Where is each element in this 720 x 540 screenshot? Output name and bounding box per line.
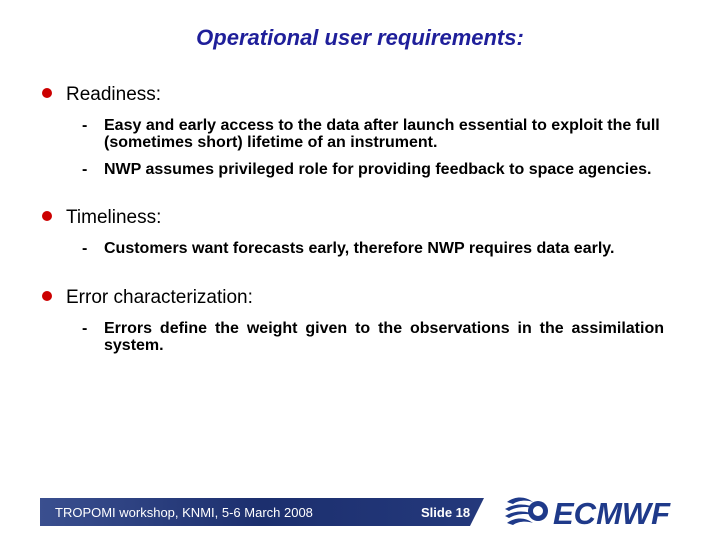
dash-icon: -: [82, 240, 88, 257]
sub-item: [82, 117, 664, 151]
bullet-dot-icon: [42, 88, 52, 98]
dash-icon: -: [82, 117, 88, 134]
bullet-readiness: [42, 84, 161, 106]
dash-icon: -: [82, 161, 88, 178]
ecmwf-logo-icon: [505, 494, 675, 528]
bullet-dot-icon: [42, 291, 52, 301]
sub-item-text: Customers want forecasts early, therefore NWP requires data early.: [104, 240, 615, 257]
sub-item-text: Errors define the weight given to the observations in the assimilation system.: [104, 320, 664, 354]
footer-workshop: TROPOMI workshop, KNMI, 5-6 March 2008: [55, 505, 313, 520]
bullet-heading: Error characterization:: [66, 287, 253, 308]
slide-title: Operational user requirements:: [196, 25, 524, 50]
bullet-timeliness: [42, 207, 161, 229]
sub-item: [82, 240, 664, 257]
bullet-heading: Readiness:: [66, 84, 162, 105]
sub-item-text: Easy and early access to the data after launch essential to exploit the full (sometimes short) lifetime of an instrument.: [104, 117, 660, 151]
sub-item: [82, 161, 664, 178]
sub-item: [82, 320, 664, 354]
bullet-error-characterization: [42, 287, 253, 309]
bullet-heading: Timeliness:: [66, 207, 162, 228]
footer-slide-number: Slide 18: [421, 505, 471, 520]
dash-icon: -: [82, 320, 88, 337]
sub-item-text: NWP assumes privileged role for providing feedback to space agencies.: [104, 161, 652, 178]
logo-text: ECMWF: [553, 496, 671, 528]
bullet-dot-icon: [42, 211, 52, 221]
